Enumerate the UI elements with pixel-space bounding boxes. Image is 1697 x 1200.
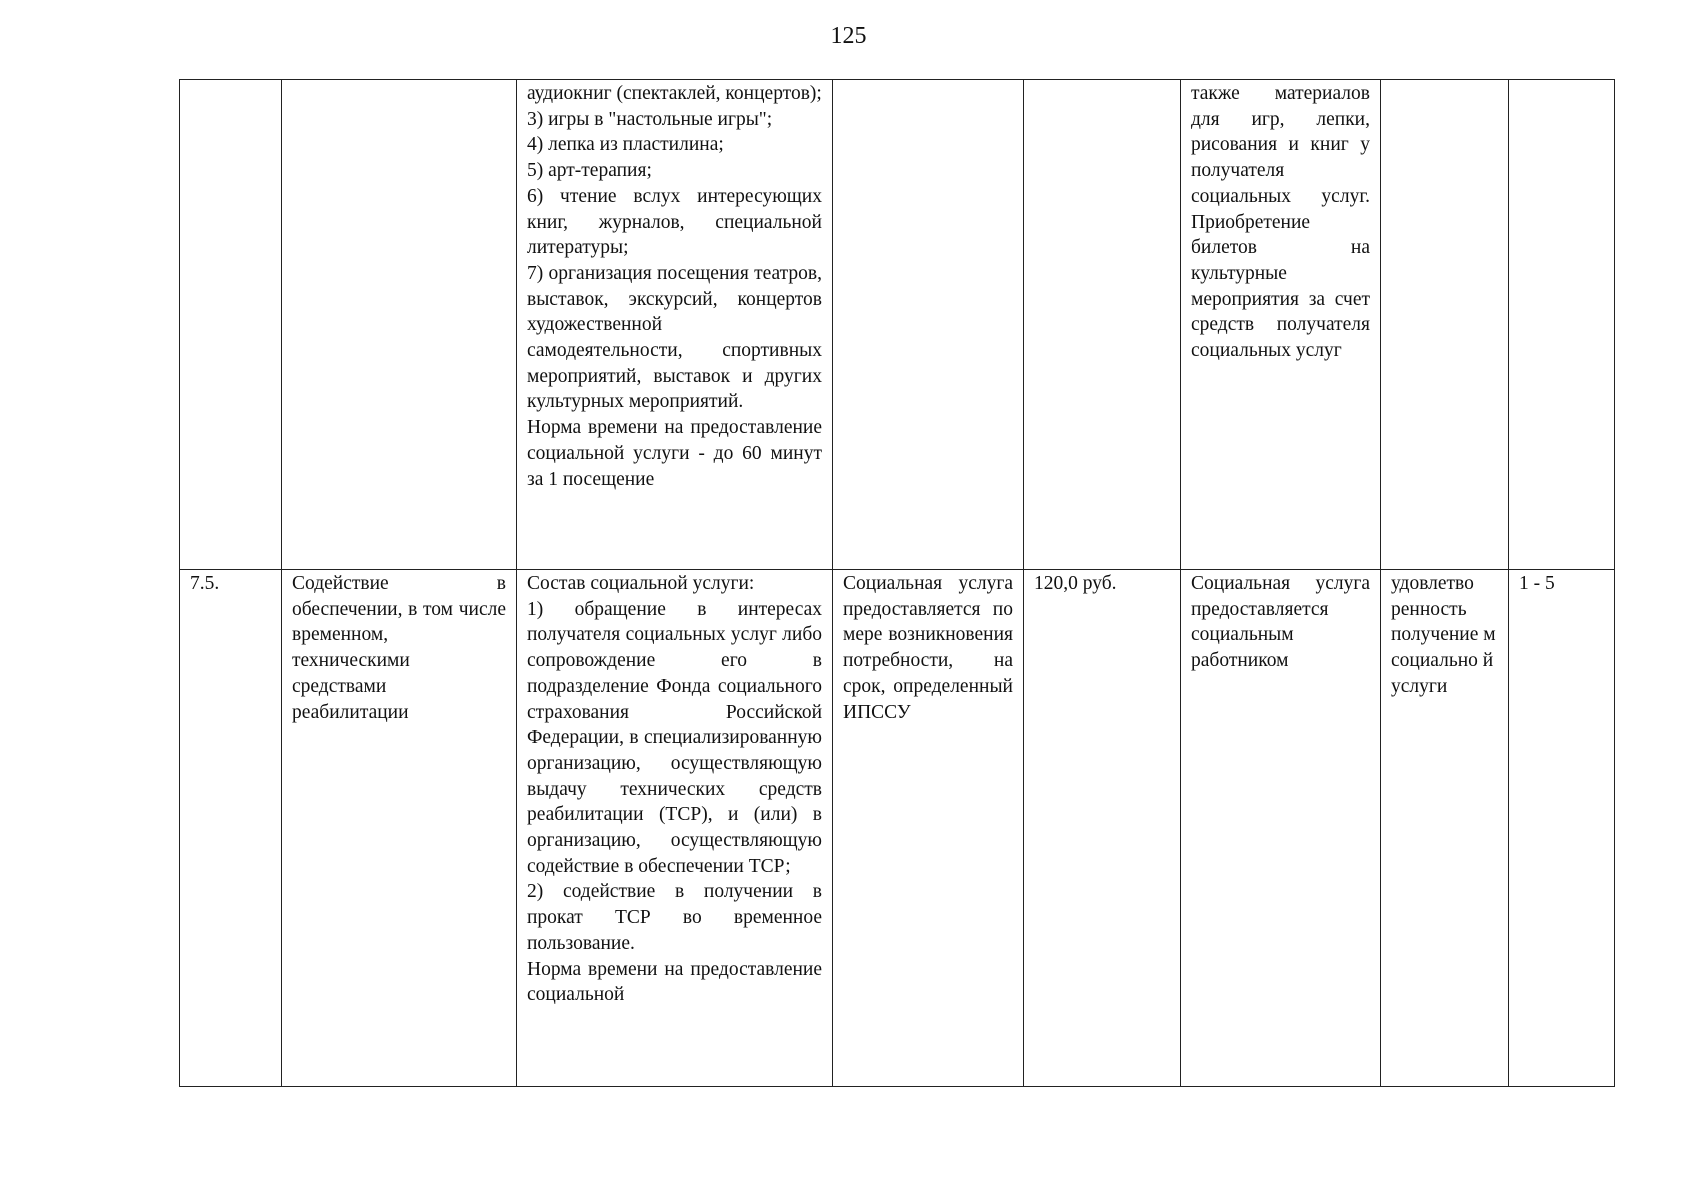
content-line: Состав социальной услуги:: [527, 573, 755, 594]
content-line: 7) организация посещения театров, выставок, экскурсий, концертов художественной самодеятельности, спортивных мероприятий, выставок и других культурных мероприятий.: [527, 262, 822, 413]
content-line: 5) арт-терапия;: [527, 160, 652, 182]
cell-number: 7.5.: [180, 570, 282, 1087]
cell-terms: Социальная услуга предоставляется по мере возникновения потребности, на срок, определенный ИПССУ: [833, 570, 1024, 1087]
table-row: [180, 80, 1615, 570]
cell-conditions: также материалов для игр, лепки, рисования и книг у получателя социальных услуг. Приобретение билетов на культурные мероприятия за счет средств получателя социальных услуг: [1181, 80, 1381, 570]
cell-tariff: [1024, 80, 1181, 570]
content-line: 3) игры в "настольные игры";: [527, 108, 773, 130]
content-line: 2) содействие в получении в прокат ТСР во временное пользование.: [527, 881, 822, 954]
cell-number: [180, 80, 282, 570]
table-row: [180, 570, 1615, 1087]
cell-conditions: Социальная услуга предоставляется социальным работником: [1181, 570, 1381, 1087]
cell-service-name: Содействие в обеспечении, в том числе временном, техническими средствами реабилитации: [282, 570, 517, 1087]
cell-service-content: [517, 570, 833, 1087]
page-number: 125: [830, 23, 867, 49]
content-line: 6) чтение вслух интересующих книг, журналов, специальной литературы;: [527, 185, 822, 259]
cell-quality: удовлетво ренность получение м социально й услуги: [1381, 570, 1509, 1087]
cell-evaluation: 1 - 5: [1509, 570, 1615, 1087]
cell-evaluation: [1509, 80, 1615, 570]
content-line: Норма времени на предоставление социальной: [527, 958, 822, 1006]
content-line: Норма времени на предоставление социальной услуги - до 60 минут за 1 посещение: [527, 417, 822, 490]
content-line: 4) лепка из пластилина;: [527, 134, 724, 156]
cell-service-content: [517, 80, 833, 570]
cell-service-name: [282, 80, 517, 570]
cell-tariff: 120,0 руб.: [1024, 570, 1181, 1087]
cell-terms: [833, 80, 1024, 570]
services-table: [179, 79, 1615, 1087]
cell-quality: [1381, 80, 1509, 570]
content-line: аудиокниг (спектаклей, концертов);: [527, 83, 822, 104]
content-line: 1) обращение в интересах получателя социальных услуг либо сопровождение его в подразделение Фонда социального страхования Российской Федерации, в специализированную организацию, осуществляющую выдачу технических средств реабилитации (ТСР), и (или) в организацию, осуществляющую содействие в обеспечении ТСР;: [527, 598, 822, 877]
